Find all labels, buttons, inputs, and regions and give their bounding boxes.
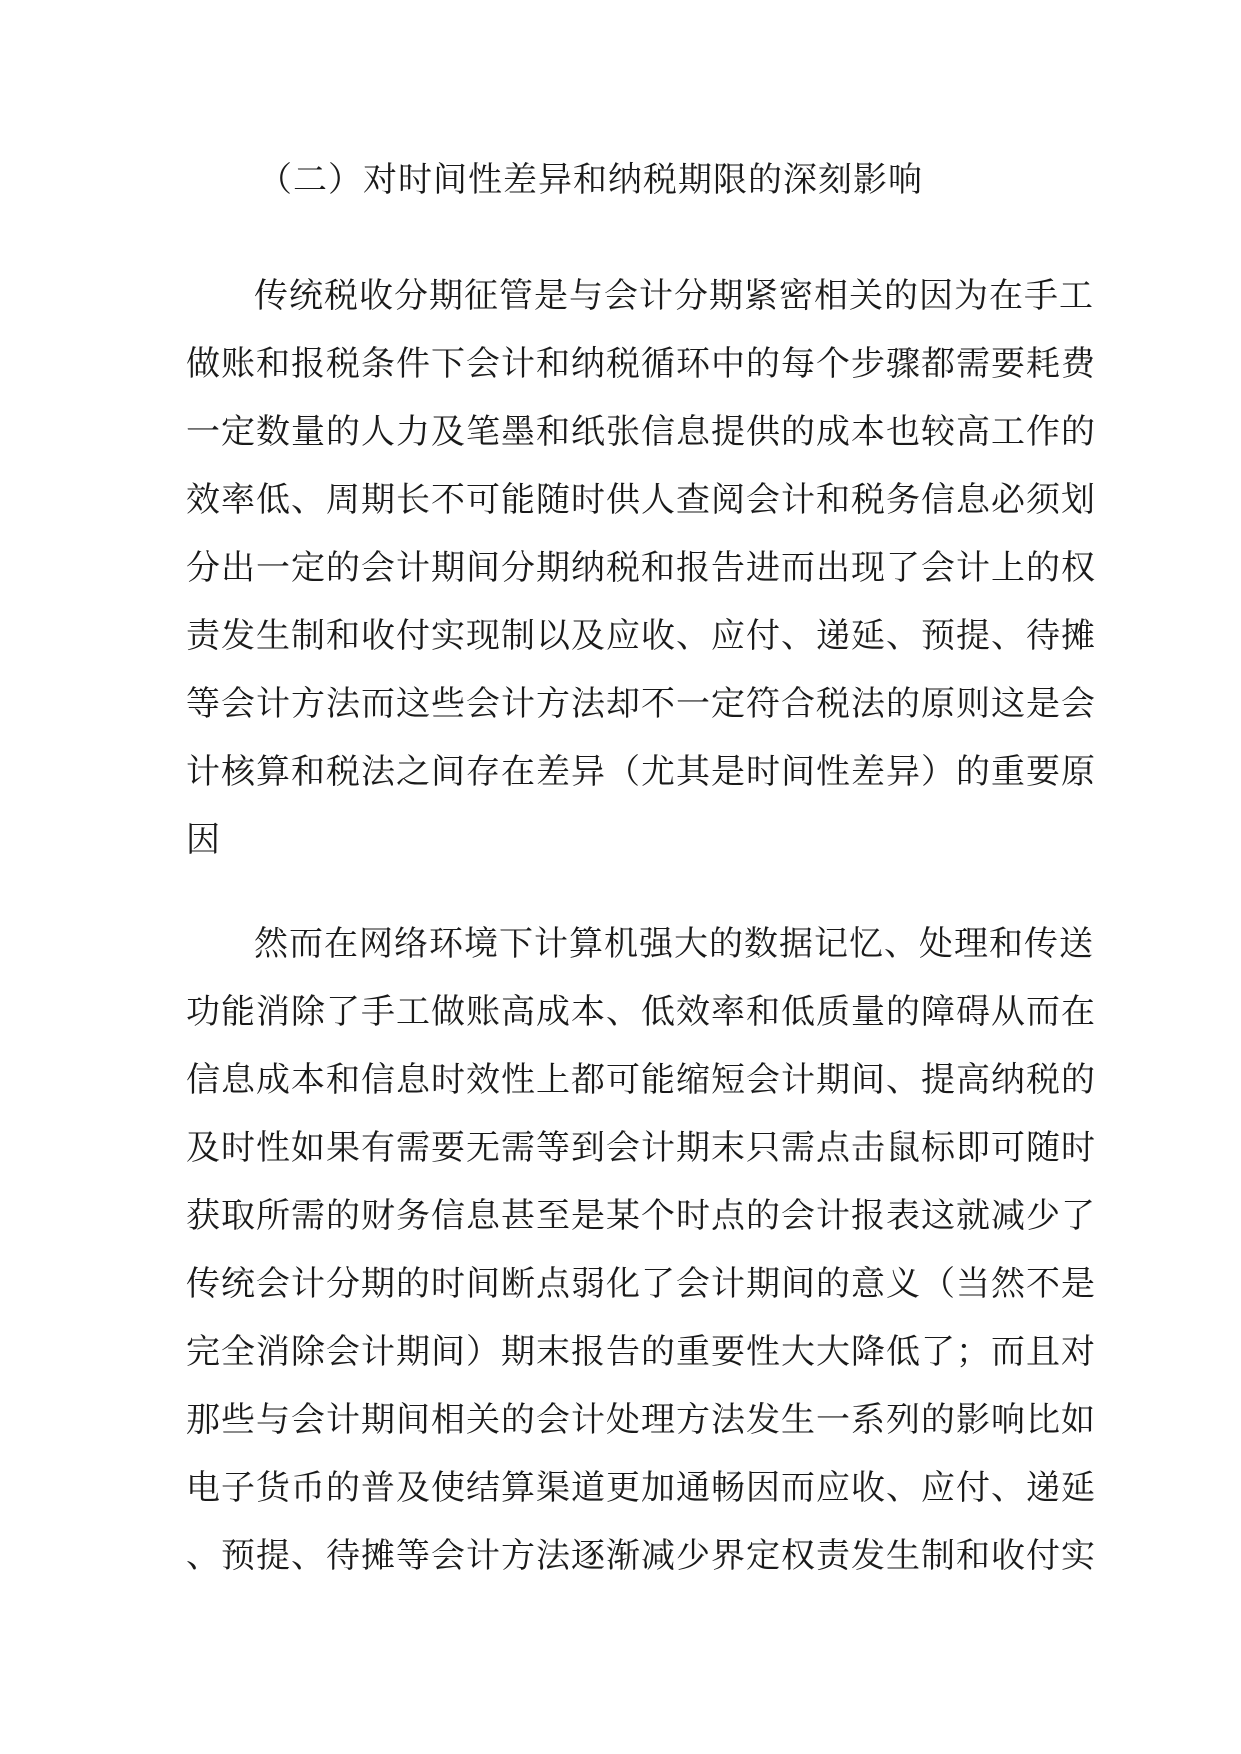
paragraph-2 xyxy=(186,910,1096,1590)
paragraph-line: 功能消除了手工做账高成本、低效率和低质量的障碍从而在 xyxy=(186,992,1096,1032)
paragraph-line: 信息成本和信息时效性上都可能缩短会计期间、提高纳税的 xyxy=(186,1060,1096,1100)
paragraph-line: 责发生制和收付实现制以及应收、应付、递延、预提、待摊 xyxy=(186,616,1096,656)
paragraph-line: 传统会计分期的时间断点弱化了会计期间的意义（当然不是 xyxy=(186,1264,1096,1304)
paragraph-line: 获取所需的财务信息甚至是某个时点的会计报表这就减少了 xyxy=(186,1196,1096,1236)
paragraph-line: 做账和报税条件下会计和纳税循环中的每个步骤都需要耗费 xyxy=(186,344,1096,384)
paragraph-line: 效率低、周期长不可能随时供人查阅会计和税务信息必须划 xyxy=(186,480,1096,520)
paragraph-line: 及时性如果有需要无需等到会计期末只需点击鼠标即可随时 xyxy=(186,1128,1096,1168)
paragraph-line: 电子货币的普及使结算渠道更加通畅因而应收、应付、递延 xyxy=(186,1468,1096,1508)
paragraph-line: 一定数量的人力及笔墨和纸张信息提供的成本也较高工作的 xyxy=(186,412,1096,452)
paragraph-line: 然而在网络环境下计算机强大的数据记忆、处理和传送 xyxy=(254,924,1094,964)
paragraph-line: 分出一定的会计期间分期纳税和报告进而出现了会计上的权 xyxy=(186,548,1096,588)
paragraph-line: 完全消除会计期间）期末报告的重要性大大降低了；而且对 xyxy=(186,1332,1096,1372)
paragraph-line: 因 xyxy=(186,820,221,860)
paragraph-line: 、预提、待摊等会计方法逐渐减少界定权责发生制和收付实 xyxy=(186,1536,1096,1576)
paragraph-line: 那些与会计期间相关的会计处理方法发生一系列的影响比如 xyxy=(186,1400,1096,1440)
paragraph-line: 计核算和税法之间存在差异（尤其是时间性差异）的重要原 xyxy=(186,752,1096,792)
paragraph-line: 等会计方法而这些会计方法却不一定符合税法的原则这是会 xyxy=(186,684,1096,724)
paragraph-1 xyxy=(186,262,1096,874)
section-heading: （二）对时间性差异和纳税期限的深刻影响 xyxy=(258,160,923,200)
paragraph-line: 传统税收分期征管是与会计分期紧密相关的因为在手工 xyxy=(254,276,1094,316)
